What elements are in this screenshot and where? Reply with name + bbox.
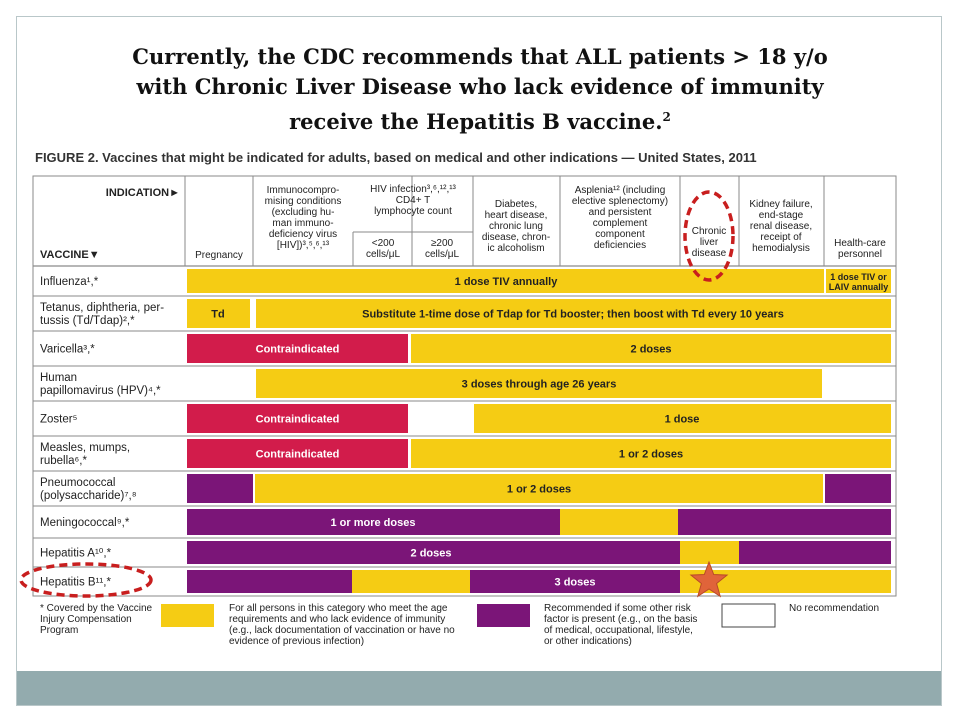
vaccine-name-5-line-0: Measles, mumps,: [40, 442, 131, 454]
title-line-1: Currently, the CDC recommends that ALL patients > 18 y/o: [132, 44, 828, 69]
title-reference: 2: [662, 110, 671, 124]
header-indication: INDICATION►: [105, 187, 180, 199]
header-asplenia-line-1: elective splenectomy): [571, 196, 669, 207]
header-asplenia-line-5: deficiencies: [593, 240, 647, 251]
vaccine-name-8-line-0: Hepatitis A¹⁰,*: [40, 547, 112, 560]
schedule-bar: [187, 570, 352, 593]
header-hiv-line-1: CD4+ T: [395, 195, 431, 206]
vaccine-name-0-line-0: Influenza¹,*: [40, 276, 99, 288]
header-asplenia-line-4: component: [595, 229, 645, 240]
bar-label-0-0: 1 dose TIV annually: [454, 276, 558, 288]
header-chronic-liver-line-0: Chronic: [691, 226, 727, 237]
header-immunocompromising-line-4: deficiency virus: [268, 229, 338, 240]
legend-footnote-line-2: Program: [40, 625, 79, 636]
legend-footnote-line-0: * Covered by the Vaccine: [40, 603, 153, 614]
bar-label-4-1: 1 dose: [664, 413, 700, 426]
header-pregnancy: Pregnancy: [195, 250, 243, 261]
schedule-bar: [825, 474, 891, 503]
header-diabetes-line-1: heart disease,: [484, 210, 548, 221]
vaccine-name-3-line-0: Human: [40, 372, 78, 384]
header-immunocompromising-line-1: mising conditions: [264, 196, 342, 207]
vaccine-name-9-line-0: Hepatitis B¹¹,*: [40, 576, 111, 589]
header-kidney-line-4: hemodialysis: [752, 243, 810, 254]
vaccine-name-7-line-0: Meningococcal⁹,*: [40, 517, 130, 529]
vaccine-name-3-line-1: papillomavirus (HPV)⁴,*: [40, 385, 161, 397]
vaccine-name-6-line-1: (polysaccharide)⁷,⁸: [40, 490, 137, 502]
header-vaccine: VACCINE▼: [40, 249, 100, 261]
header-hiv-ge200-line-0: ≥200: [430, 238, 454, 249]
header-asplenia-line-2: and persistent: [588, 207, 652, 218]
bar-label-6-0: 1 or 2 doses: [506, 483, 572, 496]
header-immunocompromising-line-5: [HIV])³,⁵,⁶,¹³: [276, 240, 330, 251]
vaccine-name-2-line-0: Varicella³,*: [40, 343, 95, 356]
legend-swatch-white: [722, 604, 775, 627]
legend-yellow-text-line-2: (e.g., lack documentation of vaccination or have no: [229, 625, 455, 636]
bar-label-9-0: 3 doses: [554, 576, 596, 589]
legend-swatch-purple: [477, 604, 530, 627]
schedule-bar: [678, 509, 891, 535]
vaccine-name-4-line-0: Zoster⁵: [40, 413, 78, 426]
bar-label-1-1: Substitute 1-time dose of Tdap for Td booster; then boost with Td every 10 years: [362, 308, 784, 321]
bar-label-5-0: Contraindicated: [255, 448, 340, 461]
header-chronic-liver-line-1: liver: [699, 237, 719, 248]
bar-label-2-1: 2 doses: [630, 343, 672, 356]
header-diabetes-line-3: disease, chron-: [481, 232, 551, 243]
header-healthcare-line-1: personnel: [838, 249, 882, 260]
legend-purple-text-line-2: of medical, occupational, lifestyle,: [544, 625, 693, 636]
header-kidney-line-1: end-stage: [758, 210, 804, 221]
header-hiv-lt200-line-1: cells/μL: [365, 249, 401, 260]
header-immunocompromising-line-0: Immunocompro-: [266, 185, 340, 196]
bar-label-7-0: 1 or more doses: [330, 517, 416, 529]
title-line-2: with Chronic Liver Disease who lack evidence of immunity: [136, 74, 824, 99]
schedule-bar: [739, 541, 891, 564]
legend-yellow-text-line-0: For all persons in this category who meet the age: [229, 603, 448, 614]
header-kidney-line-3: receipt of: [760, 232, 802, 243]
bar-label-8-0: 2 doses: [410, 547, 452, 560]
vaccine-name-5-line-1: rubella⁶,*: [40, 455, 87, 467]
bar-label-3-0: 3 doses through age 26 years: [461, 378, 617, 391]
header-hiv-line-2: lymphocyte count: [374, 206, 452, 217]
header-kidney-line-2: renal disease,: [749, 221, 813, 232]
header-immunocompromising-line-3: man immuno-: [272, 218, 334, 229]
header-immunocompromising-line-2: (excluding hu-: [271, 207, 335, 218]
header-diabetes-line-4: ic alcoholism: [487, 243, 545, 254]
schedule-bar: [680, 541, 739, 564]
schedule-bar: [560, 509, 678, 535]
vaccine-name-1-line-0: Tetanus, diphtheria, per-: [40, 302, 165, 314]
bar-label-4-0: Contraindicated: [255, 413, 340, 426]
vaccine-name-6-line-0: Pneumococcal: [40, 477, 116, 489]
schedule-bar: [187, 474, 253, 503]
legend-purple-text-line-1: factor is present (e.g., on the basis: [544, 614, 698, 625]
header-diabetes-line-0: Diabetes,: [494, 199, 538, 210]
legend-purple-text-line-3: or other indications): [544, 636, 632, 647]
header-hiv-line-0: HIV infection³,⁶,¹²,¹³: [370, 184, 456, 195]
header-diabetes-line-2: chronic lung: [489, 221, 543, 232]
legend-footnote-line-1: Injury Compensation: [40, 614, 132, 625]
figure-caption: FIGURE 2. Vaccines that might be indicated for adults, based on medical and other indications — United States, 2011: [35, 150, 757, 165]
legend-white-text-line-0: No recommendation: [789, 603, 880, 614]
bar-label-5-1: 1 or 2 doses: [618, 448, 684, 461]
schedule-bar: [352, 570, 470, 593]
legend-purple-text-line-0: Recommended if some other risk: [544, 603, 691, 614]
header-asplenia-line-0: Asplenia¹² (including: [574, 185, 666, 196]
header-chronic-liver-line-2: disease: [691, 248, 727, 259]
bar-label-0-1-line-1: LAIV annually: [828, 282, 889, 292]
header-hiv-lt200-line-0: <200: [371, 238, 395, 249]
header-hiv-ge200-line-1: cells/μL: [424, 249, 460, 260]
bar-label-2-0: Contraindicated: [255, 343, 340, 356]
header-asplenia-line-3: complement: [592, 218, 648, 229]
header-healthcare-line-0: Health-care: [834, 238, 886, 249]
title-line-3-text: receive the Hepatitis B vaccine.: [289, 109, 663, 134]
legend-swatch-yellow: [161, 604, 214, 627]
legend-yellow-text-line-1: requirements and who lack evidence of immunity: [229, 614, 446, 625]
vaccine-name-1-line-1: tussis (Td/Tdap)²,*: [40, 315, 135, 327]
bar-label-1-0: Td: [211, 308, 225, 321]
legend-yellow-text-line-3: evidence of previous infection): [229, 636, 365, 647]
header-kidney-line-0: Kidney failure,: [749, 199, 813, 210]
bar-label-0-1-line-0: 1 dose TIV or: [830, 272, 887, 282]
